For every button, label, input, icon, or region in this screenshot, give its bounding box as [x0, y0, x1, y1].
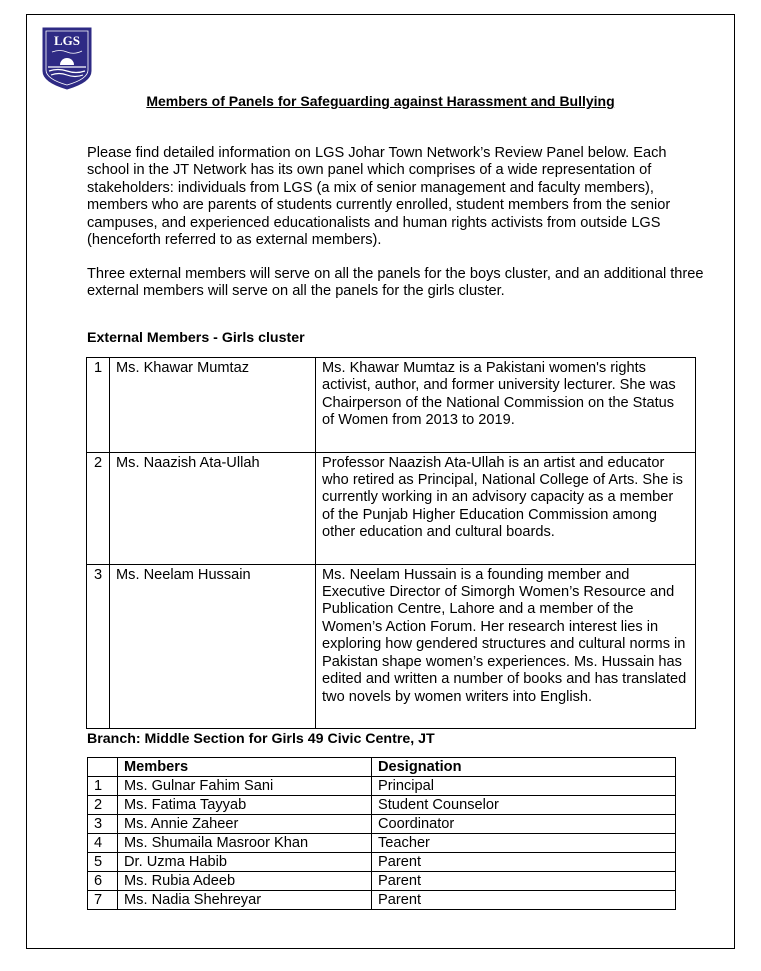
member-name: Ms. Rubia Adeeb — [118, 872, 372, 891]
table-row — [88, 777, 676, 796]
row-number: 2 — [87, 452, 110, 564]
table-row — [88, 834, 676, 853]
svg-text:LGS: LGS — [53, 33, 81, 48]
lgs-logo-icon — [42, 27, 92, 90]
member-name: Ms. Neelam Hussain — [110, 564, 316, 728]
member-name: Ms. Fatima Tayyab — [118, 796, 372, 815]
column-header-designation: Designation — [372, 758, 676, 777]
row-number: 6 — [88, 872, 118, 891]
member-name: Ms. Naazish Ata-Ullah — [110, 452, 316, 564]
member-name: Ms. Annie Zaheer — [118, 815, 372, 834]
row-number: 3 — [87, 564, 110, 728]
member-name: Dr. Uzma Habib — [118, 853, 372, 872]
table-row — [88, 815, 676, 834]
member-designation: Coordinator — [372, 815, 676, 834]
column-header-members: Members — [118, 758, 372, 777]
intro-paragraph: Please find detailed information on LGS Johar Town Network’s Review Panel below. Each school in the JT Network has its own panel which comprises of a wide representation of stakeholders: individuals from LGS (a mix of senior management and faculty members), members who are parents of students currently enrolled, student members from the senior campuses, and experienced educationalists and human rights activists from outside LGS (henceforth referred to as external members). — [87, 145, 671, 249]
row-number: 7 — [88, 891, 118, 910]
member-name: Ms. Shumaila Masroor Khan — [118, 834, 372, 853]
member-designation: Student Counselor — [372, 796, 676, 815]
document-title: Members of Panels for Safeguarding against Harassment and Bullying — [146, 93, 615, 109]
member-name: Ms. Khawar Mumtaz — [110, 358, 316, 453]
member-name: Ms. Nadia Shehreyar — [118, 891, 372, 910]
table-row — [88, 796, 676, 815]
table-row — [88, 872, 676, 891]
member-name: Ms. Gulnar Fahim Sani — [118, 777, 372, 796]
external-members-table — [86, 357, 696, 729]
member-bio: Professor Naazish Ata-Ullah is an artist and educator who retired as Principal, National College of Arts. She is currently working in an advisory capacity as a member of the Punjab Higher Education Commission among other education and cultural boards. — [316, 452, 696, 564]
table-row — [87, 452, 696, 564]
member-designation: Parent — [372, 872, 676, 891]
row-number: 5 — [88, 853, 118, 872]
member-designation: Parent — [372, 891, 676, 910]
branch-members-table — [87, 757, 676, 910]
member-designation: Parent — [372, 853, 676, 872]
table-header-row — [88, 758, 676, 777]
member-designation: Principal — [372, 777, 676, 796]
table-row — [87, 564, 696, 728]
member-bio: Ms. Neelam Hussain is a founding member and Executive Director of Simorgh Women’s Resource and Publication Centre, Lahore and a member of the Women’s Action Forum. Her research interest lies in exploring how gendered structures and cultural norms in Pakistan shape women’s experiences. Ms. Hussain has edited and written a number of books and has translated two novels by women writers into English. — [316, 564, 696, 728]
row-number: 4 — [88, 834, 118, 853]
column-header-number — [88, 758, 118, 777]
row-number: 1 — [88, 777, 118, 796]
row-number: 2 — [88, 796, 118, 815]
row-number: 3 — [88, 815, 118, 834]
table-row — [87, 358, 696, 453]
table-row — [88, 891, 676, 910]
external-members-heading: External Members - Girls cluster — [87, 330, 305, 346]
external-members-paragraph: Three external members will serve on all the panels for the boys cluster, and an additional three external members will serve on all the panels for the girls cluster. — [87, 266, 704, 300]
member-designation: Teacher — [372, 834, 676, 853]
branch-heading: Branch: Middle Section for Girls 49 Civic Centre, JT — [87, 731, 435, 747]
table-row — [88, 853, 676, 872]
row-number: 1 — [87, 358, 110, 453]
member-bio: Ms. Khawar Mumtaz is a Pakistani women's rights activist, author, and former university lecturer. She was Chairperson of the National Commission on the Status of Women from 2013 to 2019. — [316, 358, 696, 453]
